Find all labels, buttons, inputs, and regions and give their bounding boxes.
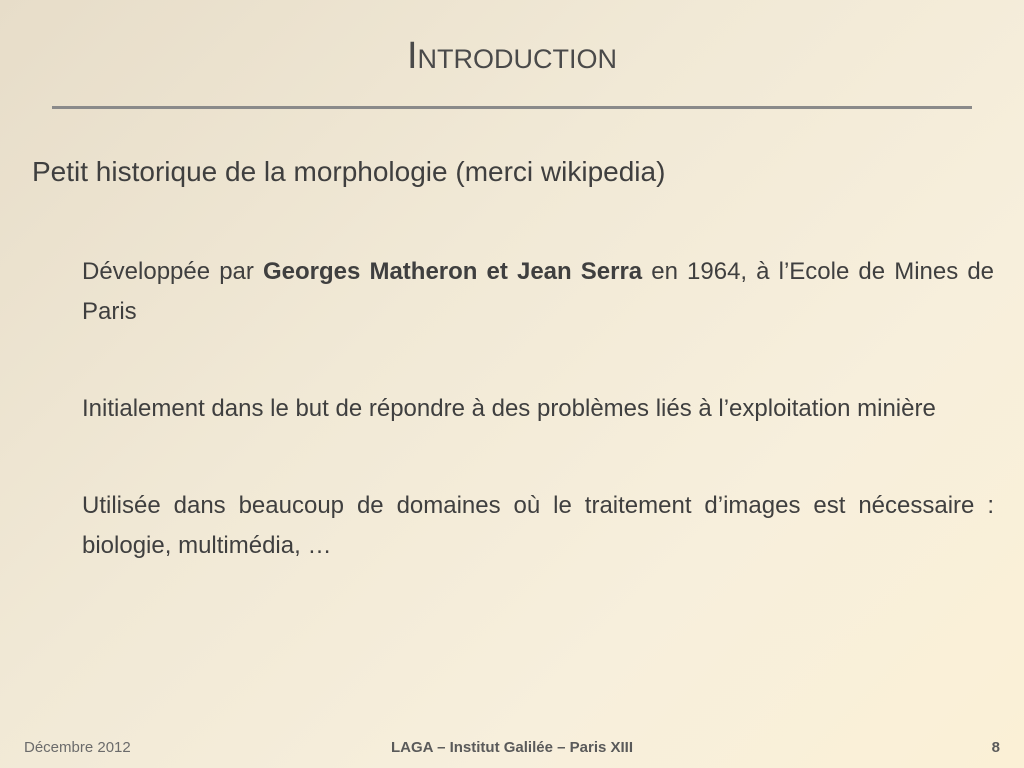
bullet-item (82, 389, 994, 429)
bullet-item (82, 252, 994, 332)
footer-page-number: 8 (991, 739, 1000, 756)
bullet-bold-text: Georges Matheron et Jean Serra (262, 258, 643, 285)
bullet-list (82, 252, 994, 623)
bullet-text: Développée par (82, 258, 263, 285)
bullet-item (82, 486, 994, 566)
bullet-text: Initialement dans le but de répondre à des problèmes liés à l’exploitation minière (82, 395, 936, 422)
footer-institution: LAGA – Institut Galilée – Paris XIII (390, 739, 633, 756)
footer-date: Décembre 2012 (24, 739, 131, 756)
slide-title: Introduction (406, 35, 618, 77)
bullet-text: Utilisée dans beaucoup de domaines où le traitement d’images est nécessaire : biologie, multimédia, … (82, 492, 994, 559)
bullet-text: en 1964, à l’Ecole de Mines de Paris (82, 258, 995, 325)
title-divider (52, 106, 972, 109)
section-heading: Petit historique de la morphologie (merci wikipedia) (32, 156, 666, 187)
